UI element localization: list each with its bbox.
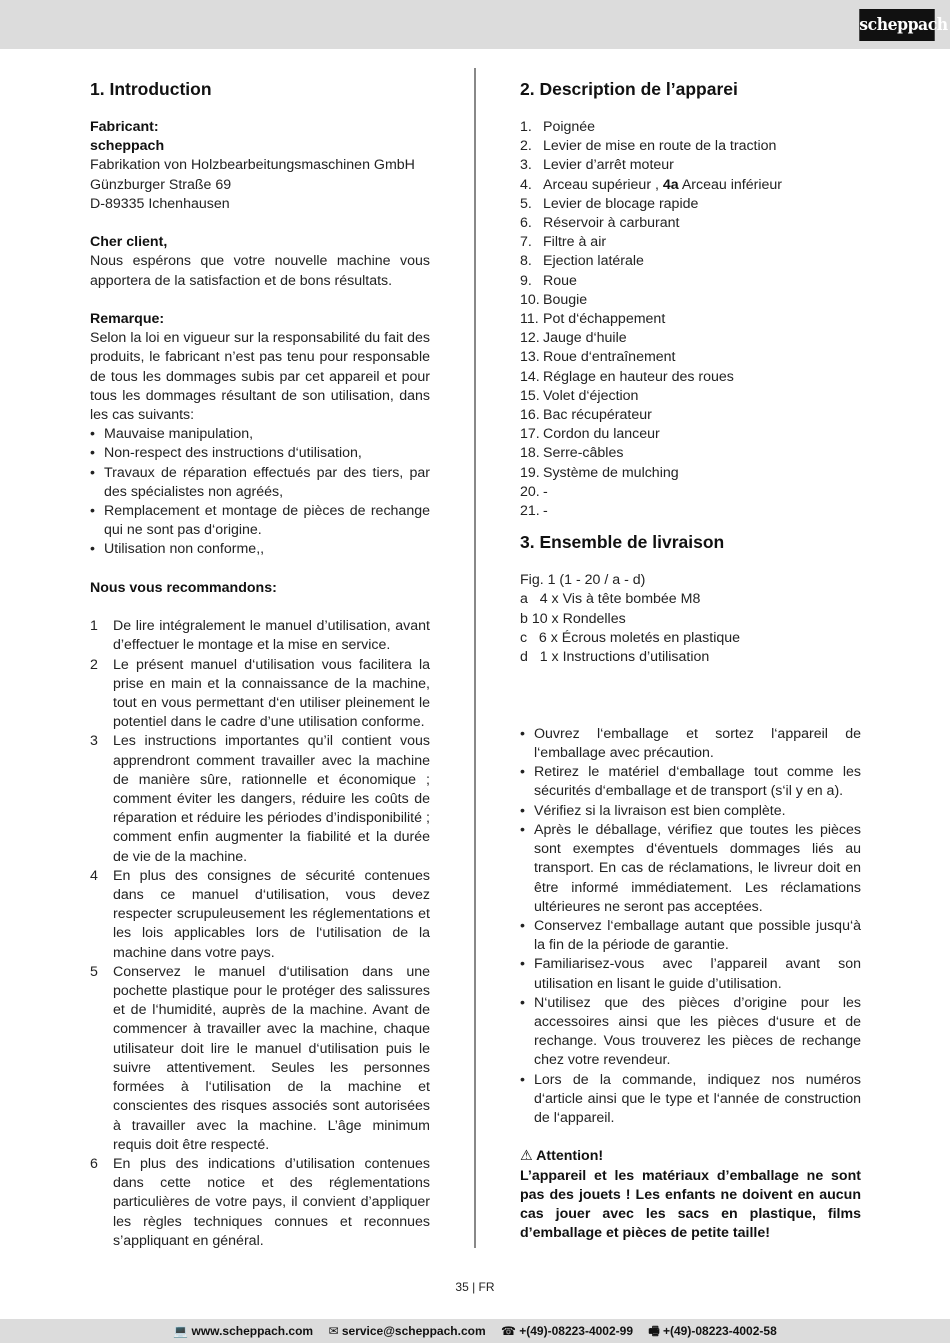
delivery-item: c 6 x Écrous moletés en plastique — [520, 629, 741, 646]
unpacking-bullet: • N‘utilisez que des pièces d’origine pour les accessoires ainsi que les pièces d‘usure et de rechange. Vous trouverez les pièces de rechange chez votre revendeur. — [520, 994, 861, 1071]
delivery-item: a 4 x Vis à tête bombée M8 — [520, 591, 701, 608]
unpacking-bullet: • Conservez l‘emballage autant que possible jusqu‘à la fin de la période de garantie. — [520, 917, 861, 955]
footer-bar — [0, 1319, 950, 1343]
unpacking-bullet: • Retirez le matériel d‘emballage tout comme les sécurités d‘emballage et de transport (s‘il y en a). — [520, 763, 861, 801]
phone-number: ☎ +(49)-08223-4002-99 — [500, 1324, 633, 1338]
recommendation-item: 3 Les instructions importantes qu’il contient vous apprendront comment travailler avec la machine de manière sûre, rationnelle et économique ; comment éviter les dangers, réduire les coûts de réparation et réduire les périodes d’indisponibilité ; comment enfin augmenter la fiabilité et la durée de vie de la machine. — [90, 733, 430, 865]
remark-bullet: • Mauvaise manipulation, — [90, 425, 430, 444]
left-column — [90, 78, 430, 1251]
unpacking-bullet: • Lors de la commande, indiquez nos numéros d‘article ainsi que le type et l‘année de construction de l‘appareil. — [520, 1071, 861, 1129]
description-title: 2. Description de l’apparei — [520, 79, 738, 99]
remark-text: Selon la loi en vigueur sur la responsabilité du fait des produits, le fabricant n’est pas tenu pour responsable de tous les dommages subis par cet appareil et pour tous les dommages résultant de son utilisation, dans les cas suivants: — [90, 330, 430, 424]
parts-list — [520, 118, 861, 521]
remark-bullet: • Utilisation non conforme,, — [90, 540, 430, 559]
parts-list-item: 6. Réservoir à carburant — [520, 215, 680, 232]
client-label: Cher client, — [90, 234, 168, 251]
fabricant-label: Fabricant: — [90, 119, 159, 135]
unpacking-bullet: • Familiarisez-vous avec l’appareil avant son utilisation en lisant le guide d’utilisation. — [520, 955, 861, 993]
parts-list-item: 12. Jauge d‘huile — [520, 330, 627, 347]
parts-list-item: 14. Réglage en hauteur des roues — [520, 368, 734, 385]
recommendation-item: 4 En plus des consignes de sécurité contenues dans ce manuel d‘utilisation, vous devez respecter scrupuleusement les réglementations et les lois applicables lors de l‘utilisation de la machine dans votre pays. — [90, 867, 430, 961]
parts-list-item: 21. - — [520, 503, 548, 520]
parts-list-item: 10. Bougie — [520, 291, 588, 308]
parts-list-item: 4. Arceau supérieur , 4a Arceau inférieur — [520, 176, 782, 193]
recommendation-item: 2 Le présent manuel d‘utilisation vous facilitera la prise en main et la connaissance de la machine, tout en vous permettant d‘en utiliser pleinement le potentiel dans le cadre d’une utilisation conforme. — [90, 656, 430, 731]
recommend-label: Nous vous recommandons: — [90, 579, 277, 596]
parts-list-item: 3. Levier d’arrêt moteur — [520, 157, 674, 174]
right-column — [520, 78, 861, 1243]
client-text: Nous espérons que votre nouvelle machine vous apportera de la satisfaction et de bons résultats. — [90, 253, 430, 289]
delivery-item: d 1 x Instructions d’utilisation — [520, 649, 710, 666]
remark-label: Remarque: — [90, 311, 165, 327]
recommendation-item: 6 En plus des indications d’utilisation contenues dans cette notice et des réglementations particulières de votre pays, il convient d’appliquer les règles techniques connues et reconnues s’appliquant en général. — [90, 1155, 430, 1249]
remark-bullet: • Non-respect des instructions d‘utilisation, — [90, 444, 430, 463]
parts-list-item: 5. Levier de blocage rapide — [520, 195, 699, 212]
parts-list-item: 9. Roue — [520, 272, 577, 289]
unpacking-bullet: • Vérifiez si la livraison est bien complète. — [520, 802, 861, 821]
parts-list-item: 20. - — [520, 483, 548, 500]
unpacking-bullet: • Après le déballage, vérifiez que toutes les pièces sont exemptes d‘éventuels dommages liés au transport. En cas de réclamations, le livreur doit en être informé immédiatement. Les réclamations ultérieures ne seront pas acceptées. — [520, 821, 861, 917]
parts-list-item: 2. Levier de mise en route de la traction — [520, 138, 777, 155]
address-line: Günzburger Straße 69 — [90, 176, 232, 193]
recommendation-item: 5 Conservez le manuel d‘utilisation dans une pochette plastique pour le protéger des salissures et de l‘humidité, auprès de la machine. Avant de commencer à travailler avec la machine, chaque utilisateur doit lire le manuel d‘utilisation puis le suivre attentivement. Seules les personnes formées à l‘utilisation de la machine et conscientes des risques associés sont autorisées à travailler avec la machine. L’âge minimum requis doit être respecté. — [90, 963, 430, 1153]
company-name: scheppach — [90, 138, 165, 155]
brand-logo: scheppach — [859, 9, 934, 41]
header-bar — [0, 0, 950, 49]
warning-title: ⚠ Attention! — [520, 1148, 604, 1165]
parts-list-item: 8. Ejection latérale — [520, 253, 644, 270]
delivery-title: 3. Ensemble de livraison — [520, 532, 725, 553]
parts-list-item: 19. Système de mulching — [520, 464, 679, 481]
parts-list-item: 13. Roue d‘entraînement — [520, 349, 676, 366]
delivery-item: b 10 x Rondelles — [520, 610, 626, 627]
address-line: Fabrikation von Holzbearbeitungsmaschinen GmbH — [90, 157, 415, 174]
parts-list-item: 7. Filtre à air — [520, 234, 607, 251]
website-link[interactable]: 💻 www.scheppach.com — [173, 1324, 314, 1338]
parts-list-item: 16. Bac récupérateur — [520, 407, 652, 424]
intro-title: 1. Introduction — [90, 79, 212, 99]
email-link[interactable]: ✉ service@scheppach.com — [328, 1324, 486, 1338]
fax-number: 🖷 +(49)-08223-4002-58 — [648, 1324, 777, 1338]
delivery-fig: Fig. 1 (1 - 20 / a - d) — [520, 572, 646, 589]
unpacking-bullet: • Ouvrez l‘emballage et sortez l‘appareil de l‘emballage avec précaution. — [520, 725, 861, 763]
parts-list-item: 18. Serre-câbles — [520, 445, 624, 462]
page-number: 35 | FR — [455, 1280, 495, 1294]
parts-list-item: 15. Volet d‘éjection — [520, 387, 639, 404]
parts-list-item: 11. Pot d‘échappement — [520, 311, 666, 328]
address-line: D-89335 Ichenhausen — [90, 195, 230, 212]
warning-text: L’appareil et les matériaux d’emballage ne sont pas des jouets ! Les enfants ne doivent en aucun cas jouer avec les sacs en plastique, films d’emballage et pièces de petite taille! — [520, 1167, 861, 1242]
parts-list-item: 17. Cordon du lanceur — [520, 426, 660, 443]
remark-bullet: • Remplacement et montage de pièces de rechange qui ne sont pas d‘origine. — [90, 502, 430, 540]
column-divider — [474, 68, 476, 1248]
parts-list-item: 1. Poignée — [520, 119, 596, 135]
remark-bullet: • Travaux de réparation effectués par des tiers, par des spécialistes non agréés, — [90, 464, 430, 502]
recommendation-item: 1 De lire intégralement le manuel d’utilisation, avant d’effectuer le montage et la mise en service. — [90, 618, 430, 654]
